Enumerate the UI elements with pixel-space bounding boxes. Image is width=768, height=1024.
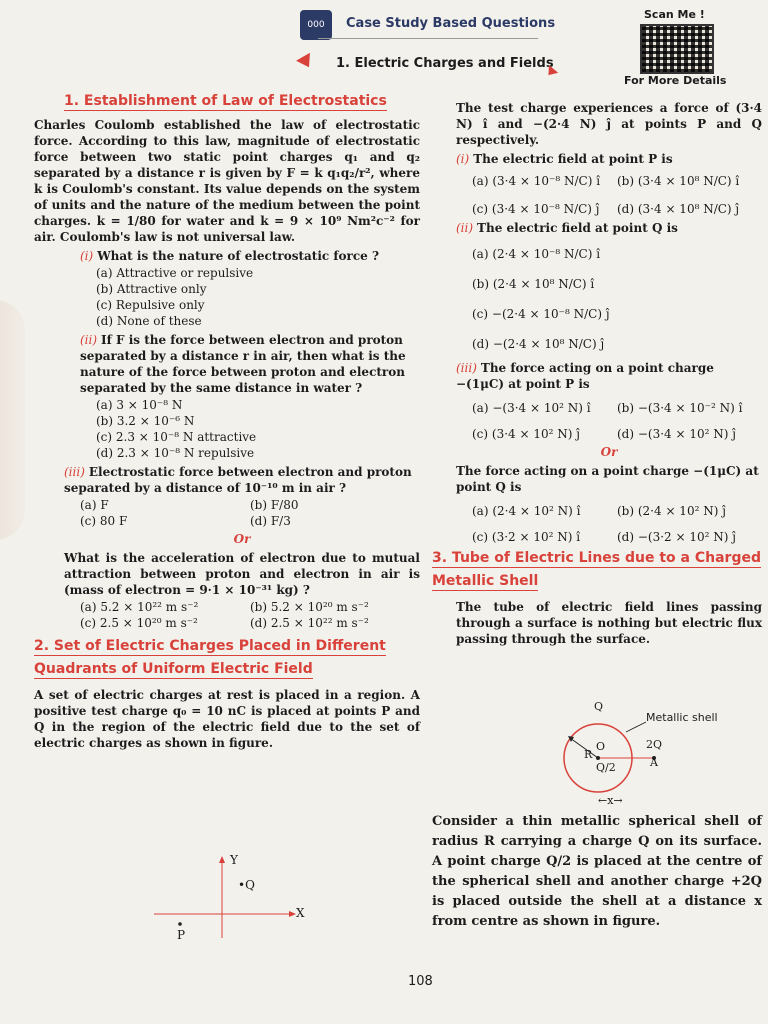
option: (a) F: [80, 498, 109, 512]
option: (d) −(3·4 × 10² N) ĵ: [617, 427, 736, 441]
y-axis-label: Y: [230, 853, 238, 867]
question-2-2: [456, 220, 762, 236]
question-text: Electrostatic force between electron and proton separated by a distance of 10⁻¹⁰ m in air ?: [64, 465, 412, 495]
question-number: (iii): [64, 465, 85, 479]
option: (b) F/80: [250, 498, 299, 512]
option: (d) None of these: [96, 314, 202, 328]
chapter-title: 1. Electric Charges and Fields: [336, 56, 554, 71]
question-2-3-alt: The force acting on a point charge −(1μC) at point Q is: [456, 464, 759, 494]
option: (a) (2·4 × 10⁻⁸ N/C) î: [472, 247, 601, 261]
qr-code-icon[interactable]: [640, 24, 714, 74]
option: (b) 5.2 × 10²⁰ m s⁻²: [250, 600, 369, 614]
section2-title-line1: 2. Set of Electric Charges Placed in Different: [34, 638, 386, 654]
header-divider: [318, 38, 538, 39]
option: (d) 2.5 × 10²² m s⁻²: [250, 616, 369, 630]
test-charge-intro: The test charge experiences a force of (3·4 N) î and −(2·4 N) ĵ at points P and Q respectively.: [456, 101, 762, 147]
question-number: (ii): [80, 333, 98, 347]
question-number: (i): [80, 249, 94, 263]
option: (b) 3.2 × 10⁻⁶ N: [96, 414, 195, 428]
y-arrow-icon: [219, 856, 225, 863]
radius-label: R: [584, 748, 593, 761]
question-text: The electric field at point Q is: [477, 221, 678, 235]
section1-paragraph: Charles Coulomb established the law of electrostatic force. According to this law, magnitude of electrostatic force between two static point charges q₁ and q₂ separated by a distance r is given by F = k q₁q₂/r², where k is Coulomb's constant. Its value depends on the system of units and the nature of the medium between the point charges. k = 1/80 for water and k = 9 × 10⁹ Nm²c⁻² for air. Coulomb's law is not universal law.: [34, 118, 420, 244]
option: (a) 5.2 × 10²² m s⁻²: [80, 600, 199, 614]
left-column: [34, 92, 420, 754]
option: (a) (3·4 × 10⁻⁸ N/C) î: [472, 174, 601, 188]
option: (b) (3·4 × 10⁸ N/C) î: [617, 174, 740, 188]
or-label: Or: [600, 445, 618, 459]
option: (c) (3·2 × 10² N) î: [472, 530, 581, 544]
option: (c) 2.3 × 10⁻⁸ N attractive: [96, 430, 257, 444]
option: (c) (3·4 × 10⁻⁸ N/C) ĵ: [472, 202, 600, 216]
option: (a) 3 × 10⁻⁸ N: [96, 398, 183, 412]
option: (c) (3·4 × 10² N) ĵ: [472, 427, 580, 441]
section1-title: 1. Establishment of Law of Electrostatics: [64, 93, 387, 109]
book-logo: 000: [300, 10, 332, 40]
section2-paragraph: A set of electric charges at rest is placed in a region. A positive test charge q₀ = 10 nC is placed at points P and Q in the region of the electric field due to the set of electric charges as shown in figure.: [34, 688, 420, 750]
distance-x-label: ←x→: [598, 794, 623, 807]
x-arrow-icon: [289, 911, 296, 917]
option: (c) 80 F: [80, 514, 128, 528]
question-text: The electric field at point P is: [473, 152, 673, 166]
option: (d) F/3: [250, 514, 291, 528]
shell-label-leader: [626, 722, 646, 732]
option: (b) (2·4 × 10⁸ N/C) î: [472, 277, 595, 291]
section3-title-line1: 3. Tube of Electric Lines due to a Charged: [432, 550, 761, 566]
question-1-3-alt: What is the acceleration of electron due to mutual attraction between proton and electron in air is (mass of electron = 9·1 × 10⁻³¹ kg) ?: [64, 551, 420, 597]
option: (c) 2.5 × 10²⁰ m s⁻²: [80, 616, 198, 630]
question-2-3: [456, 360, 762, 392]
center-charge-point: [596, 756, 600, 760]
question-text: The force acting on a point charge −(1μC) at point P is: [456, 361, 714, 391]
shell-charge-label: Q: [594, 700, 604, 713]
section3-title-line2: Metallic Shell: [432, 573, 539, 589]
center-label: O: [596, 740, 606, 753]
question-number: (ii): [456, 221, 474, 235]
option: (a) −(3·4 × 10² N) î: [472, 401, 591, 415]
question-1-3: [64, 464, 420, 496]
section3-paragraph-2: Consider a thin metallic spherical shell of radius R carrying a charge Q on its surface. A point charge Q/2 is placed at the centre of the spherical shell and another charge +2Q is placed outside the shell at a distance x from centre as shown in figure.: [432, 814, 762, 929]
option: (b) −(3·4 × 10⁻² N) î: [617, 401, 743, 415]
page-number: 108: [408, 974, 433, 989]
shell-figure: [556, 712, 706, 808]
option: (b) Attractive only: [96, 282, 207, 296]
question-text: What is the nature of electrostatic force ?: [97, 249, 380, 263]
finger-shadow: [0, 300, 25, 540]
option: (c) −(2·4 × 10⁻⁸ N/C) ĵ: [472, 307, 610, 321]
question-number: (i): [456, 152, 470, 166]
chapter-marker-icon: [296, 53, 316, 71]
scan-label: Scan Me !: [644, 8, 705, 21]
section3-paragraph: The tube of electric field lines passing through a surface is nothing but electric flux passing through the surface.: [456, 600, 762, 646]
question-number: (iii): [456, 361, 477, 375]
option: (d) −(2·4 × 10⁸ N/C) ĵ: [472, 337, 605, 351]
option: (a) (2·4 × 10² N) î: [472, 504, 581, 518]
more-details-label: For More Details: [624, 74, 727, 87]
section3-continued: [432, 812, 762, 935]
book-title: Case Study Based Questions: [346, 16, 556, 31]
x-axis-label: X: [296, 906, 305, 920]
question-1-2: [80, 332, 420, 396]
point-p: [178, 922, 182, 926]
option: (a) Attractive or repulsive: [96, 266, 254, 280]
point-p-label: P: [177, 928, 186, 942]
or-label: Or: [233, 532, 251, 546]
outer-charge-label: 2Q: [646, 738, 663, 751]
section2-title-line2: Quadrants of Uniform Electric Field: [34, 661, 313, 677]
option: (c) Repulsive only: [96, 298, 205, 312]
point-q-label: •Q: [238, 878, 255, 892]
question-2-1: [456, 151, 762, 167]
right-column: [432, 100, 762, 650]
point-a-label: A: [650, 756, 658, 769]
option: (b) (2·4 × 10² N) ĵ: [617, 504, 726, 518]
metallic-shell-label: Metallic shell: [646, 711, 718, 724]
question-1-1: [80, 248, 420, 264]
question-text: If F is the force between electron and proton separated by a distance r in air, then what is the nature of the force between proton and electron separated by the same distance in water ?: [80, 333, 406, 395]
chapter-marker-right-icon: [544, 65, 558, 79]
center-charge-label: Q/2: [596, 761, 616, 774]
option: (d) −(3·2 × 10² N) ĵ: [617, 530, 736, 544]
option: (d) 2.3 × 10⁻⁸ N repulsive: [96, 446, 255, 460]
option: (d) (3·4 × 10⁸ N/C) ĵ: [617, 202, 740, 216]
